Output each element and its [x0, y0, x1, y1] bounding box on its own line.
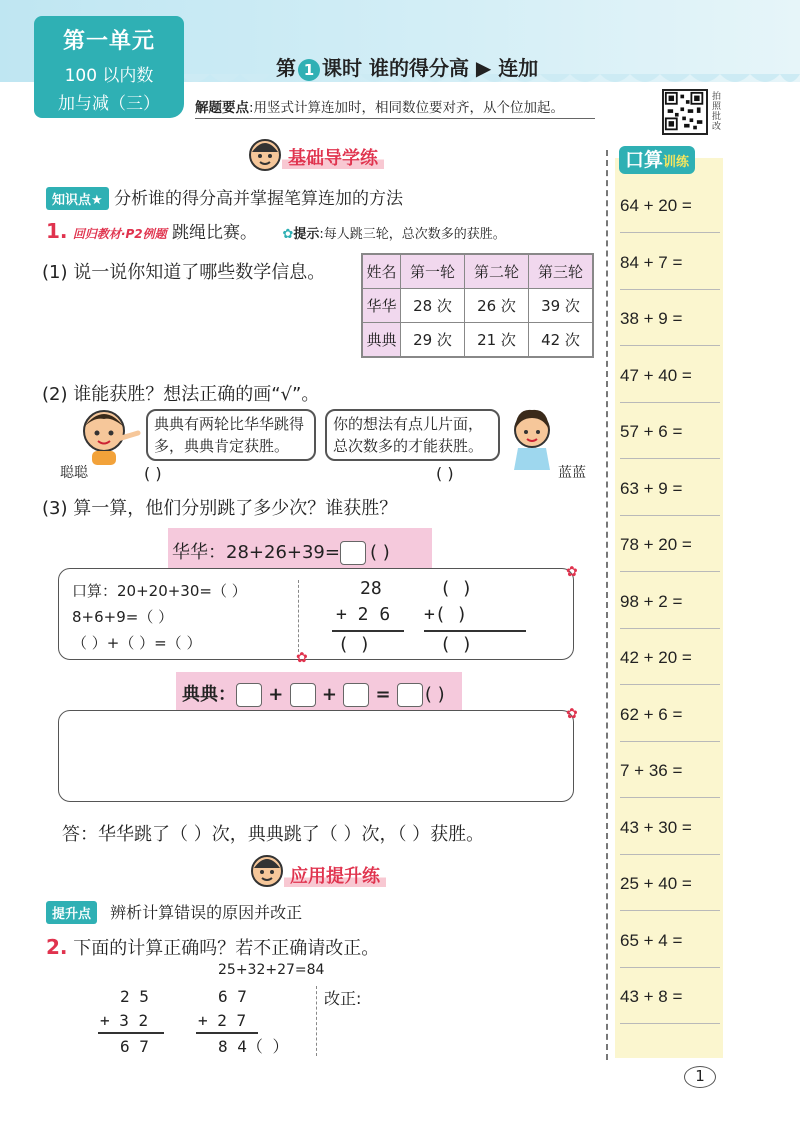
- lesson-title: [276, 52, 538, 81]
- tip-label: 解题要点: [195, 100, 249, 116]
- bubble-right: 你的想法有点儿片面，总次数多的才能获胜。: [325, 409, 500, 461]
- q2-number: 2.: [46, 935, 68, 959]
- oral-item-line: [620, 854, 720, 855]
- oral-item[interactable]: 84 + 7 =: [620, 252, 683, 272]
- vertical-result-2[interactable]: ( ): [440, 634, 473, 655]
- column-divider: [606, 150, 608, 1060]
- improve-text: 辨析计算错误的原因并改正: [110, 903, 303, 922]
- page-number: 1: [684, 1066, 716, 1088]
- table-cell: 21 次: [465, 323, 529, 357]
- solving-tip: [195, 96, 564, 116]
- oral-item[interactable]: 43 + 30 =: [620, 817, 692, 837]
- oral-item-line: [620, 289, 720, 290]
- fix-label[interactable]: 改正:: [324, 989, 362, 1008]
- oral-item[interactable]: 25 + 40 =: [620, 874, 692, 893]
- lesson-prefix: 第: [276, 56, 296, 80]
- sub-question-3: (3) 算一算，他们分别跳了多少次？谁获胜？: [42, 498, 398, 519]
- work-box-divider: [298, 580, 299, 652]
- answer-box[interactable]: [236, 683, 262, 707]
- oral-item[interactable]: 62 + 6 =: [620, 704, 683, 724]
- vertical-addend: + 2 6: [336, 604, 391, 625]
- oral-calc-line-2[interactable]: 8+6+9=（ ）: [72, 608, 174, 626]
- oral-item-line: [620, 402, 720, 403]
- oral-item-line: [620, 345, 720, 346]
- oral-title: 口算: [625, 149, 664, 171]
- unit-title: 第一单元: [62, 29, 155, 54]
- oral-item[interactable]: 38 + 9 =: [620, 309, 683, 328]
- oral-training-header: [619, 146, 695, 174]
- basic-section-title-text: 基础导学练: [282, 148, 384, 169]
- sub-question-1: (1) 说一说你知道了哪些数学信息。: [42, 262, 326, 283]
- oral-calc-line-3[interactable]: （ ）+（ ）=（ ）: [72, 634, 202, 652]
- improve-point: [46, 900, 302, 924]
- girl-character-icon: [508, 408, 556, 470]
- tip-text: :用竖式计算连加时，相同数位要对齐，从个位加起。: [249, 100, 565, 116]
- answer-box[interactable]: [343, 683, 369, 707]
- table-header-row: [363, 255, 593, 289]
- vertical-paren-top[interactable]: ( ): [440, 578, 473, 599]
- fix-divider: [316, 986, 317, 1056]
- unit-subtitle-2: 加与减（三）: [58, 94, 160, 114]
- table-cell: 华华: [363, 289, 401, 323]
- answer-paren[interactable]: ( ): [369, 542, 390, 563]
- oral-item[interactable]: 78 + 20 =: [620, 535, 692, 554]
- oral-item[interactable]: 47 + 40 =: [620, 365, 692, 385]
- question-1: [46, 218, 506, 243]
- table-cell: 29 次: [401, 323, 465, 357]
- qr-label: 拍照批改: [712, 92, 722, 132]
- table-cell: 42 次: [529, 323, 593, 357]
- oral-item-line: [620, 515, 720, 516]
- oral-item[interactable]: 65 + 4 =: [620, 930, 683, 950]
- table-header-cell: 姓名: [363, 255, 401, 289]
- qr-code-icon[interactable]: [662, 89, 708, 135]
- table-header-cell: 第一轮: [401, 255, 465, 289]
- answer-box[interactable]: [340, 541, 366, 565]
- bubble-left: 典典有两轮比华华跳得多，典典肯定获胜。: [146, 409, 316, 461]
- answer-box[interactable]: [397, 683, 423, 707]
- star-icon: ✿: [566, 564, 578, 580]
- oral-item-line: [620, 571, 720, 572]
- knowledge-point: [46, 184, 403, 210]
- basic-section-title: [282, 144, 384, 170]
- sub-question-2: (2) 谁能获胜？想法正确的画“√”。: [42, 384, 320, 405]
- answer-box[interactable]: [290, 683, 316, 707]
- star-icon: ✿: [296, 650, 308, 666]
- unit-subtitle-1: 100 以内数: [64, 66, 154, 86]
- vertical-top: 28: [360, 578, 382, 599]
- oral-item-line: [620, 910, 720, 911]
- calc2-top: 6 7: [218, 987, 247, 1006]
- mascot-icon: [248, 138, 282, 172]
- mascot-basic: [248, 138, 282, 172]
- q1-textbook-tag: 回归教材·P2例题: [72, 227, 167, 241]
- table-cell: 28 次: [401, 289, 465, 323]
- name-left: 聪聪: [60, 465, 88, 481]
- oral-item-line: [620, 1023, 720, 1024]
- answer-sentence[interactable]: 答：华华跳了（ ）次，典典跳了（ ）次，（ ）获胜。: [62, 824, 485, 845]
- calc1-result: 6 7: [120, 1037, 149, 1056]
- oral-item[interactable]: 57 + 6 =: [620, 422, 683, 441]
- q1-hint: :每人跳三轮，总次数多的获胜。: [319, 227, 506, 242]
- huahua-equation: [172, 538, 390, 565]
- q1-hint-label: 提示: [293, 227, 320, 242]
- oral-item[interactable]: 63 + 9 =: [620, 478, 683, 498]
- score-table: [362, 254, 593, 357]
- name-right: 蓝蓝: [558, 465, 586, 481]
- calc1-addend: + 3 2: [100, 1011, 149, 1030]
- table-header-cell: 第三轮: [529, 255, 593, 289]
- oral-item-line: [620, 684, 720, 685]
- improve-tag: 提升点: [46, 901, 97, 924]
- oral-calc-line-1[interactable]: 口算：20+20+30=（ ）: [72, 582, 247, 600]
- table-cell: 典典: [363, 323, 401, 357]
- oral-item[interactable]: 43 + 8 =: [620, 987, 683, 1006]
- answer-paren-left[interactable]: ( ): [144, 464, 162, 483]
- calc2-addend: + 2 7: [198, 1011, 247, 1030]
- q2-text: 下面的计算正确吗？若不正确请改正。: [73, 938, 380, 959]
- tip-underline: [195, 118, 595, 119]
- oral-item[interactable]: 64 + 20 =: [620, 196, 692, 215]
- oral-subtitle: 训练: [663, 155, 690, 170]
- diandian-work-box[interactable]: [58, 710, 574, 802]
- calc1-top: 2 5: [120, 987, 149, 1006]
- score-table-wrap: [361, 253, 594, 358]
- hint-icon: ✿: [282, 227, 294, 242]
- vertical-plus-paren[interactable]: +( ): [424, 604, 468, 625]
- huahua-equation-text: 华华：28+26+39=: [172, 542, 340, 563]
- table-cell: 26 次: [465, 289, 529, 323]
- oral-item-line: [620, 628, 720, 629]
- oral-item-line: [620, 232, 720, 233]
- knowledge-text: 分析谁的得分高并掌握笔算连加的方法: [114, 189, 404, 209]
- answer-paren-right[interactable]: ( ): [436, 464, 454, 483]
- apply-section-title-text: 应用提升练: [284, 866, 386, 887]
- apply-section-title: [284, 862, 386, 888]
- lesson-number-badge: 1: [298, 59, 320, 81]
- q1-text: 跳绳比赛。: [172, 223, 258, 243]
- lesson-title-text: 课时 谁的得分高 ▶ 连加: [322, 56, 539, 80]
- table-row: [363, 289, 593, 323]
- q2-equation: 25+32+27=84: [218, 962, 325, 978]
- oral-item-line: [620, 967, 720, 968]
- table-cell: 39 次: [529, 289, 593, 323]
- oral-item[interactable]: 42 + 20 =: [620, 648, 692, 667]
- oral-item-line: [620, 458, 720, 459]
- table-row: [363, 323, 593, 357]
- question-2: [46, 934, 379, 960]
- oral-item[interactable]: 7 + 36 =: [620, 761, 683, 780]
- diandian-equation: 典典： + + = ( ): [182, 684, 445, 705]
- calc2-result[interactable]: 8 4（ ）: [218, 1037, 289, 1056]
- star-icon: ✿: [566, 706, 578, 722]
- table-header-cell: 第二轮: [465, 255, 529, 289]
- knowledge-tag: 知识点★: [46, 187, 109, 210]
- oral-item-line: [620, 741, 720, 742]
- oral-item-line: [620, 797, 720, 798]
- mascot-apply-icon: [250, 852, 284, 888]
- unit-box: [34, 16, 184, 118]
- diandian-label: 典典：: [182, 684, 236, 705]
- answer-paren[interactable]: ( ): [424, 684, 445, 705]
- vertical-result-1[interactable]: ( ): [338, 634, 371, 655]
- oral-item[interactable]: 98 + 2 =: [620, 591, 683, 611]
- q1-number: 1.: [46, 219, 68, 243]
- boy-character-icon: [72, 405, 144, 465]
